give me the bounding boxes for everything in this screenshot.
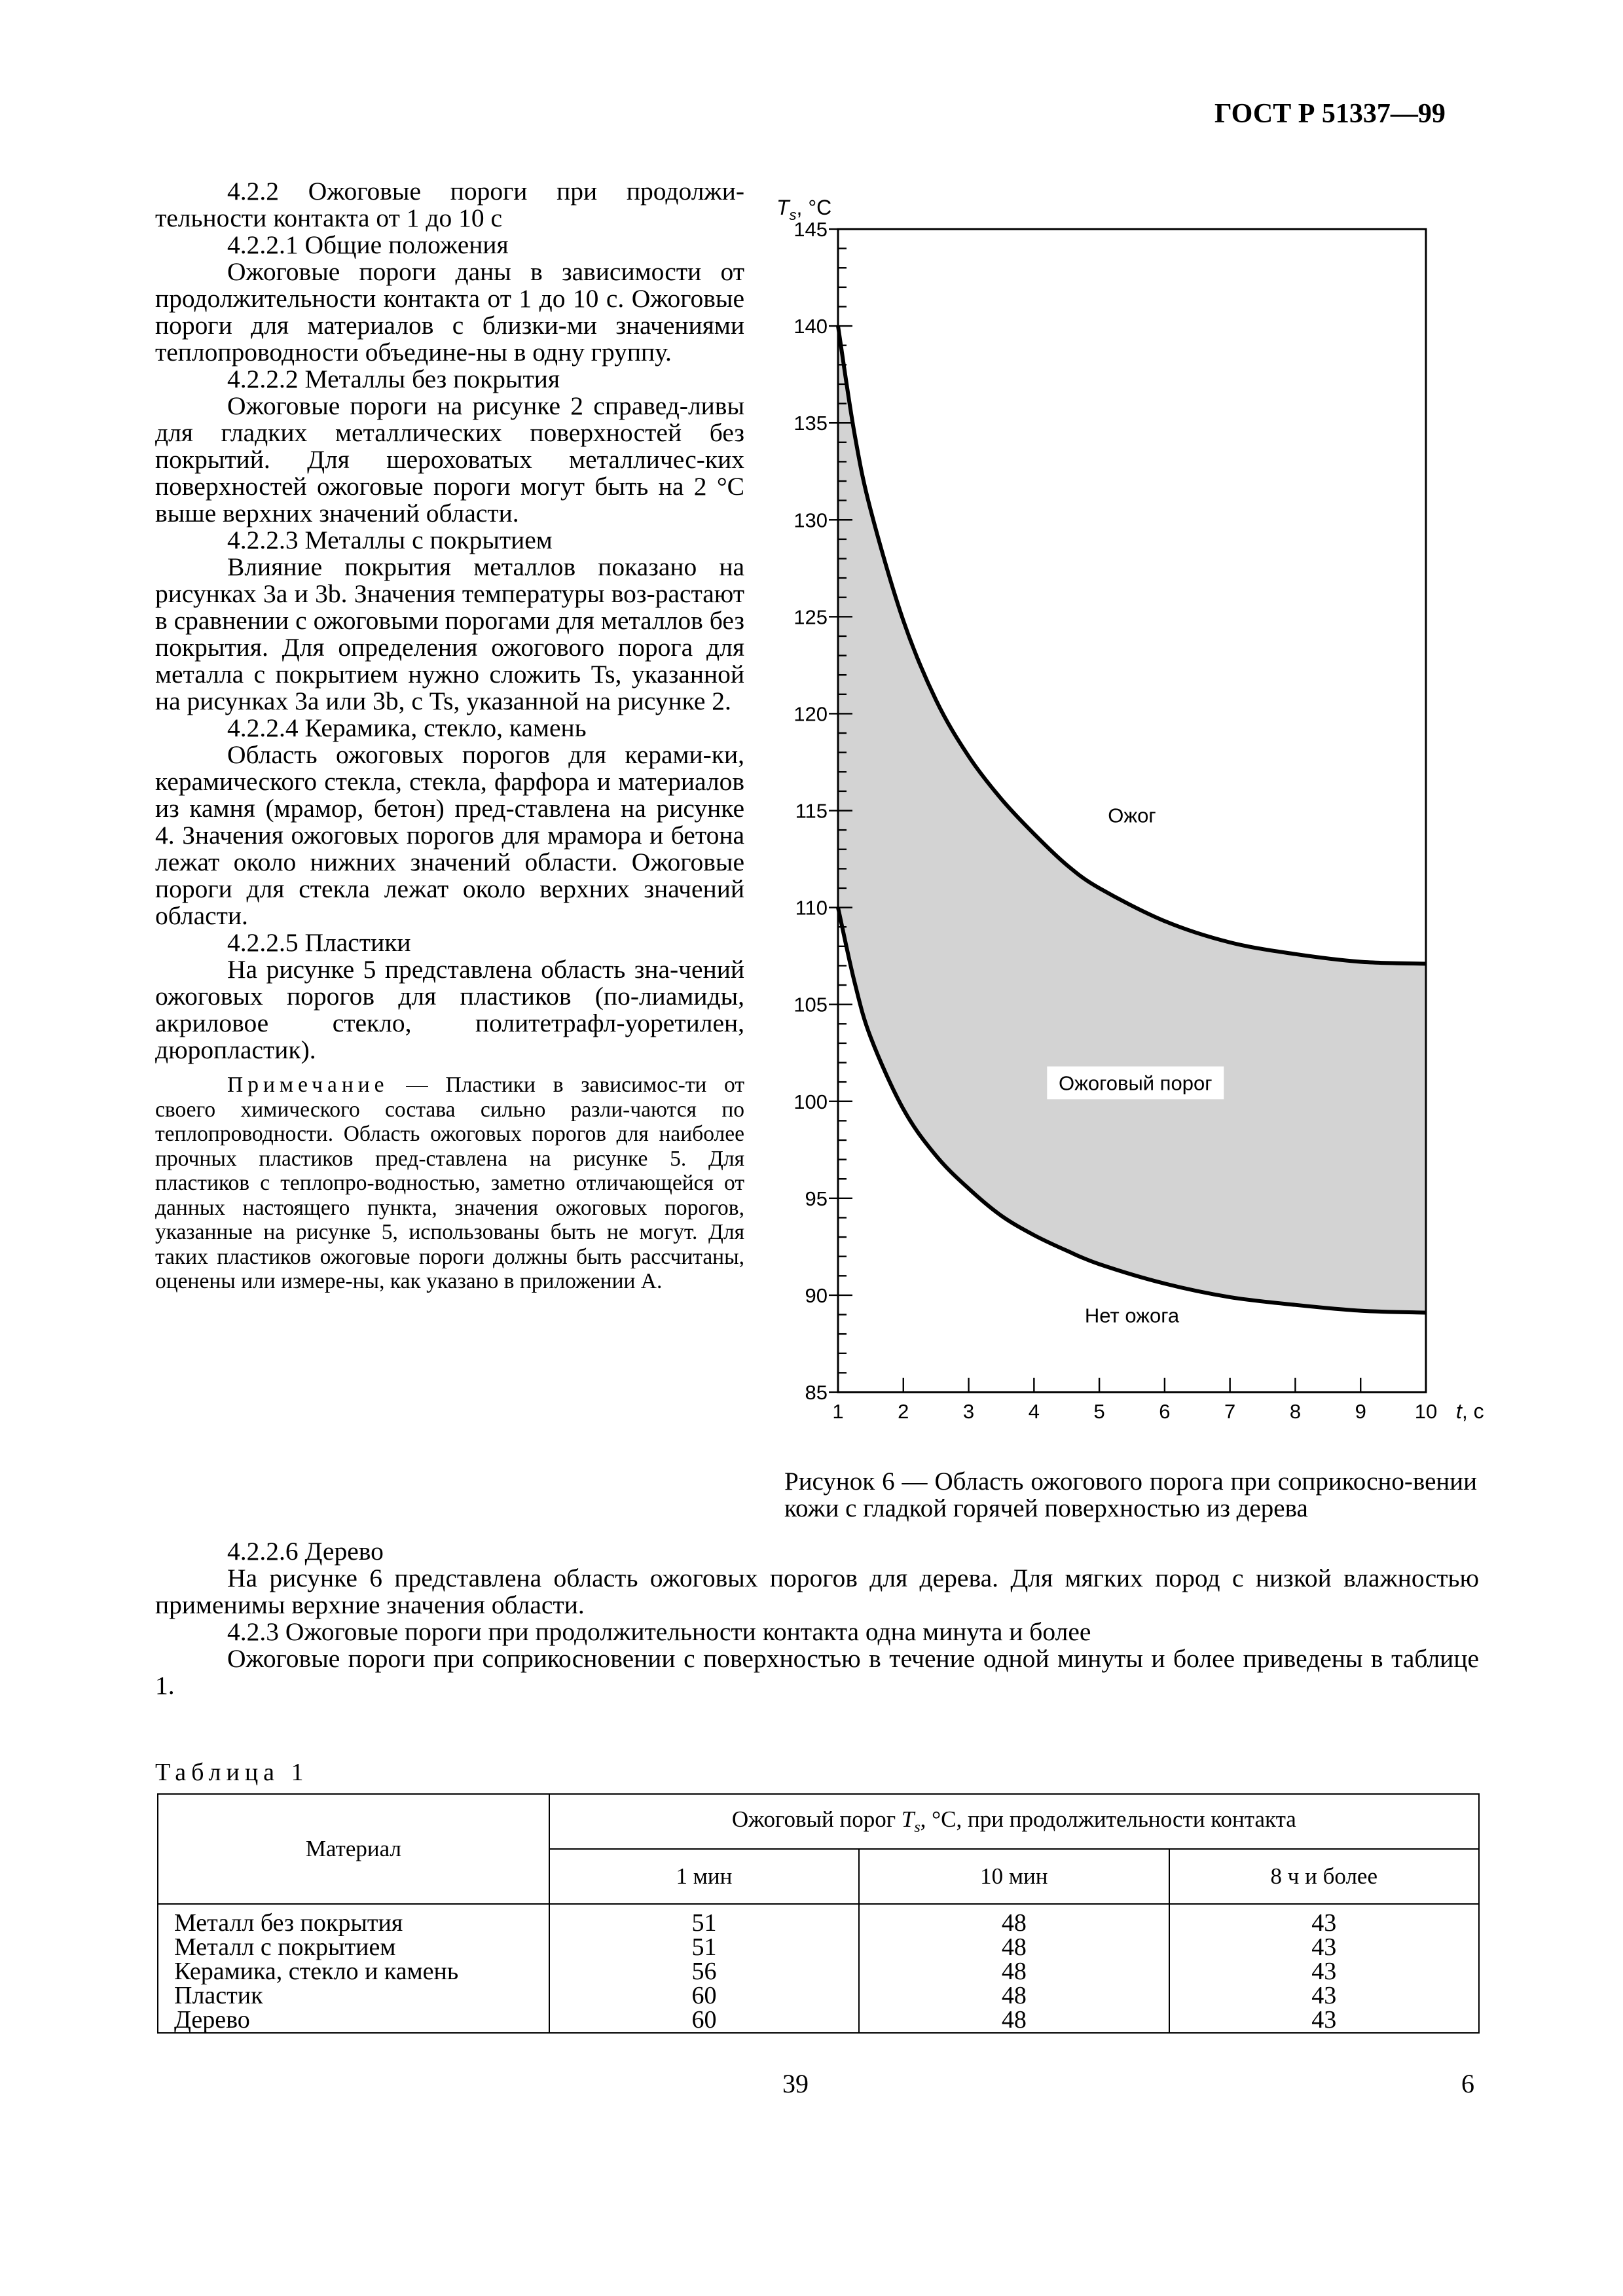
table-cell-material: Металл без покрытия [174, 1909, 403, 1937]
column-8-h [1169, 1904, 1479, 2033]
note-label: Примечание [227, 1073, 389, 1097]
table-cell-value: 43 [1311, 1982, 1337, 2009]
paragraph-coated-metals: Влияние покрытия металлов показано на рисунках 3а и 3b. Значения температуры воз-растают в сравнении с ожоговыми порогами для металлов без покрытия. Для определения ожогового порога для металла с покрытием нужно сложить Ts, указанной на рисунках 3а или 3b, с Ts, указанной на рисунке 2. [155, 552, 744, 715]
header-group-before: Ожоговый порог [731, 1806, 902, 1832]
x-tick-label: 5 [1093, 1400, 1105, 1423]
section-heading-4-2-3: 4.2.3 Ожоговые пороги при продолжительности контакта одна минута и более [227, 1617, 1091, 1646]
paragraph-wood: На рисунке 6 представлена область ожоговых порогов для дерева. Для мягких пород с низкой влажностью применимы верхние значения области. [155, 1564, 1479, 1619]
table-cell-material: Дерево [174, 2006, 250, 2034]
table-cell-value: 60 [691, 2006, 717, 2034]
table-1 [157, 1793, 1480, 2034]
table-cell-value: 43 [1311, 1933, 1337, 1961]
table-cell-value: 51 [691, 1909, 717, 1937]
header-material: Материал [158, 1794, 549, 1904]
y-tick-label: 85 [805, 1381, 828, 1404]
x-tick-label: 9 [1355, 1400, 1366, 1423]
table-cell-material: Керамика, стекло и камень [174, 1958, 459, 1985]
header-8-h: 8 ч и более [1169, 1849, 1479, 1904]
y-tick-label: 115 [795, 799, 828, 823]
header-group-after: , °С, при продолжительности контакта [920, 1806, 1296, 1832]
y-tick-label: 110 [795, 896, 828, 920]
subsection-heading-4-2-2-1: 4.2.2.1 Общие положения [227, 230, 509, 259]
subsection-heading-4-2-2-3: 4.2.2.3 Металлы с покрытием [227, 526, 553, 554]
subsection-heading-4-2-2-6: 4.2.2.6 Дерево [227, 1537, 384, 1566]
header-threshold-group [549, 1794, 1479, 1849]
x-tick-label: 6 [1159, 1400, 1171, 1423]
body-text [155, 1538, 1479, 1699]
y-tick-label: 130 [793, 509, 828, 532]
region-label-threshold: Ожоговый порог [1059, 1071, 1213, 1095]
y-tick-label: 95 [805, 1187, 828, 1210]
y-tick-label: 90 [805, 1283, 828, 1307]
table-cell-value: 43 [1311, 1958, 1337, 1985]
table-cell-value: 48 [1001, 1982, 1027, 2009]
table-cell-value: 51 [691, 1933, 717, 1961]
x-tick-label: 10 [1414, 1400, 1438, 1423]
region-label-no-burn: Нет ожога [1084, 1304, 1180, 1327]
table-cell-value: 56 [691, 1958, 717, 1985]
column-1-min [549, 1904, 859, 2033]
figure-caption: Рисунок 6 — Область ожогового порога при соприкосно-вении кожи с гладкой горячей поверхностью из дерева [784, 1467, 1477, 1522]
table-cell-value: 48 [1001, 1933, 1027, 1961]
y-tick-label: 120 [793, 702, 828, 726]
table-cell-value: 48 [1001, 1958, 1027, 1985]
document-code: ГОСТ Р 51337—99 [1214, 99, 1446, 129]
y-tick-label: 145 [793, 218, 828, 241]
y-tick-label: 100 [793, 1090, 828, 1113]
note-text: — Пластики в зависимос-ти от своего химического состава сильно разли-чаются по теплопроводности. Область ожоговых порогов для наиболее прочных пластиков пред-ставлена на рисунке 5. Для пластиков с теплопро-водностью, заметно отличающейся от данных настоящего пункта, значения ожоговых порогов, указанные на рисунке 5, использованы быть не могут. Для таких пластиков ожоговые пороги должны быть рассчитаны, оценены или измере-ны, как указано в приложении А. [155, 1073, 744, 1293]
left-text-column [155, 178, 744, 1294]
table-cell-material: Пластик [174, 1982, 263, 2009]
y-axis-label: $T_s$, °С [776, 196, 832, 223]
paragraph-plastics: На рисунке 5 представлена область зна-чений ожоговых порогов для пластиков (по-лиамиды, акриловое стекло, политетрафл-уоретилен, дюропластик). [155, 955, 744, 1064]
header-group-subscript: s [914, 1819, 921, 1836]
x-tick-label: 8 [1289, 1400, 1302, 1423]
paragraph-ceramics: Область ожоговых порогов для керами-ки, керамического стекла, стекла, фарфора и материалов из камня (мрамор, бетон) пред-ставлена на рисунке 4. Значения ожоговых порогов для мрамора и бетона лежат около нижних значений области. Ожоговые пороги для стекла лежат около верхних значений области. [155, 740, 744, 930]
burn-threshold-chart [773, 177, 1506, 1492]
header-group-symbol: T [901, 1806, 915, 1832]
x-tick-label: 4 [1028, 1400, 1040, 1423]
y-tick-label: 140 [793, 315, 828, 338]
table-label: Таблица 1 [155, 1759, 309, 1786]
page-number-right: 6 [1461, 2069, 1474, 2098]
subsection-heading-4-2-2-5: 4.2.2.5 Пластики [227, 928, 411, 957]
figure-6 [773, 177, 1506, 1492]
table-cell-value: 60 [691, 1982, 717, 2009]
column-10-min [859, 1904, 1169, 2033]
note-plastics [155, 1073, 744, 1294]
page-number-center: 39 [782, 2069, 809, 2098]
y-tick-label: 105 [793, 993, 828, 1016]
section-heading-4-2-2: 4.2.2 Ожоговые пороги при продолжи-тельности контакта от 1 до 10 с [155, 177, 744, 232]
paragraph-long-contact: Ожоговые пороги при соприкосновении с поверхностью в течение одной минуты и более приведены в таблице 1. [155, 1644, 1479, 1700]
x-tick-label: 2 [898, 1400, 909, 1423]
subsection-heading-4-2-2-4: 4.2.2.4 Керамика, стекло, камень [227, 713, 587, 742]
x-axis-label: t, с [1456, 1399, 1484, 1423]
table-cell-value: 43 [1311, 2006, 1337, 2034]
region-label-burn: Ожог [1108, 804, 1156, 827]
subsection-heading-4-2-2-2: 4.2.2.2 Металлы без покрытия [227, 365, 560, 393]
y-tick-label: 125 [793, 605, 828, 629]
table-cell-value: 43 [1311, 1909, 1337, 1937]
header-1-min: 1 мин [549, 1849, 859, 1904]
paragraph-general: Ожоговые пороги даны в зависимости от продолжительности контакта от 1 до 10 с. Ожоговые пороги для материалов с близки-ми значениями теплопроводности объедине-ны в одну группу. [155, 257, 744, 367]
header-10-min: 10 мин [859, 1849, 1169, 1904]
x-tick-label: 1 [832, 1400, 844, 1423]
table-cell-material: Металл с покрытием [174, 1933, 396, 1961]
x-tick-label: 3 [962, 1400, 975, 1423]
table-cell-value: 48 [1001, 2006, 1027, 2034]
paragraph-uncoated-metals: Ожоговые пороги на рисунке 2 справед-ливы для гладких металлических поверхностей без покрытий. Для шероховатых металличес-ких поверхностей ожоговые пороги могут быть на 2 °С выше верхних значений области. [155, 391, 744, 528]
y-tick-label: 135 [793, 412, 828, 435]
material-column [158, 1904, 549, 2033]
x-tick-label: 7 [1224, 1400, 1236, 1423]
table-body-row [158, 1904, 1479, 2033]
table-cell-value: 48 [1001, 1909, 1027, 1937]
